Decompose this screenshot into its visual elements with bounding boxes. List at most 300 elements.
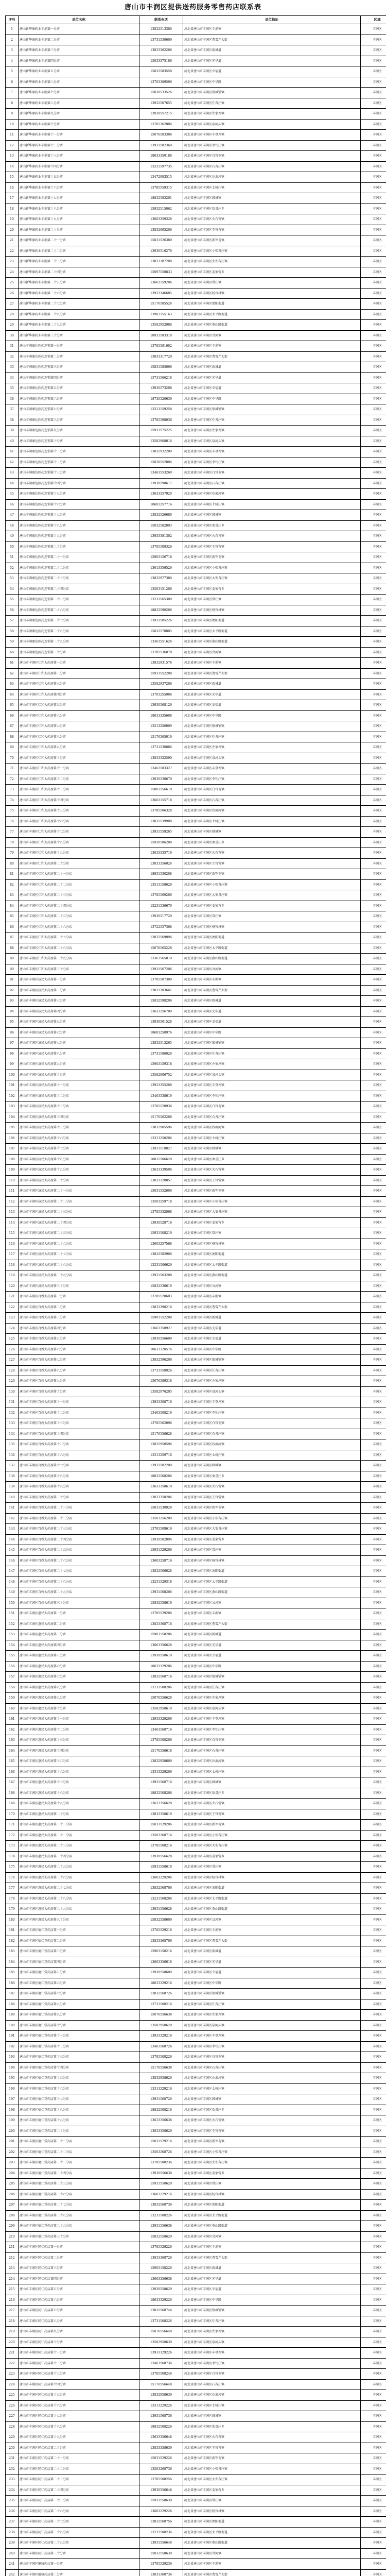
row-address: 河北省唐山市丰润区大安各庄镇 <box>183 2158 361 2168</box>
row-name: 唐山市丰润区仁和大药房第十六分店 <box>19 816 139 827</box>
row-area: 丰润区 <box>361 1355 386 1366</box>
table-row <box>6 1936 386 1946</box>
row-address: 河北省唐山市丰润区中华路 <box>183 710 361 721</box>
row-phone: 13833322590 <box>139 753 183 764</box>
row-phone: 13633257920 <box>139 489 183 500</box>
row-address: 河北省唐山市丰润区七树庄镇 <box>183 1133 361 1144</box>
row-area: 丰润区 <box>361 436 386 447</box>
row-area: 丰润区 <box>361 1936 386 1946</box>
row-area: 丰润区 <box>361 2496 386 2506</box>
row-area: 丰润区 <box>361 130 386 141</box>
row-name: 唐山市丰润区德仁堂药店第二十一分店 <box>19 2137 139 2147</box>
header-name: 单位名称 <box>19 16 139 24</box>
row-index: 225 <box>6 2390 19 2401</box>
row-address: 河北省唐山市丰润区小张各庄镇 <box>183 2464 361 2475</box>
row-phone: 13933308716 <box>139 1397 183 1408</box>
row-address: 河北省唐山市丰润区泉河头镇 <box>183 1386 361 1397</box>
row-name: 唐山市丰润区济民大药房第二十四分店 <box>19 1217 139 1228</box>
row-phone: 13313259716 <box>139 1450 183 1461</box>
row-phone: 15031530928 <box>139 1503 183 1514</box>
row-name: 唐山市丰润区惠民大药房第二十八分店 <box>19 1893 139 1904</box>
row-index: 230 <box>6 2443 19 2453</box>
table-row <box>6 1313 386 1324</box>
row-phone: 13931567206 <box>139 964 183 975</box>
table-row <box>6 2263 386 2274</box>
row-name: 唐山市丰润区同仁药店第二十四分店 <box>19 2485 139 2496</box>
row-area: 丰润区 <box>361 2348 386 2359</box>
row-phone: 13582968016 <box>139 436 183 447</box>
row-address: 河北省唐山市丰润区中华路 <box>183 1344 361 1355</box>
row-address: 河北省唐山市丰润区韩城镇 <box>183 193 361 204</box>
row-index: 136 <box>6 1450 19 1461</box>
row-phone: 13930501528 <box>139 1017 183 1028</box>
row-area: 丰润区 <box>361 1767 386 1777</box>
table-row <box>6 341 386 352</box>
row-name: 唐山市丰润区济民大药房第二十分店 <box>19 1175 139 1186</box>
row-phone: 13703255906 <box>139 689 183 700</box>
row-index: 91 <box>6 975 19 986</box>
row-address: 河北省唐山市丰润区白官屯镇 <box>183 1101 361 1112</box>
row-area: 丰润区 <box>361 1503 386 1514</box>
table-row <box>6 1820 386 1831</box>
row-index: 148 <box>6 1577 19 1587</box>
row-area: 丰润区 <box>361 1904 386 1915</box>
row-index: 108 <box>6 1154 19 1165</box>
table-row <box>6 2538 386 2549</box>
row-area: 丰润区 <box>361 1651 386 1662</box>
row-index: 210 <box>6 2231 19 2242</box>
row-area: 丰润区 <box>361 1661 386 1672</box>
row-area: 丰润区 <box>361 161 386 172</box>
header-area: 区域 <box>361 16 386 24</box>
row-name: 唐山市丰润区济民大药房第二分店 <box>19 985 139 996</box>
table-row <box>6 2358 386 2369</box>
row-name: 唐山丰润康达医药连锁第八分店 <box>19 415 139 426</box>
row-area: 丰润区 <box>361 806 386 817</box>
row-index: 63 <box>6 679 19 690</box>
row-address: 河北省唐山市丰润区杨官林镇 <box>183 2506 361 2517</box>
row-index: 116 <box>6 1239 19 1249</box>
row-name: 唐山市丰润区同仁药店第二十一分店 <box>19 2453 139 2464</box>
row-index: 26 <box>6 288 19 299</box>
table-row <box>6 2453 386 2464</box>
row-index: 104 <box>6 1112 19 1123</box>
table-row <box>6 225 386 235</box>
row-phone: 15033375186 <box>139 56 183 66</box>
row-index: 96 <box>6 1027 19 1038</box>
row-phone: 13731508206 <box>139 1682 183 1693</box>
row-name: 唐山市丰润区仁和大药房第二十六分店 <box>19 922 139 933</box>
row-index: 194 <box>6 2062 19 2073</box>
row-name: 唐山市丰润区惠民大药房第十分店 <box>19 1703 139 1714</box>
table-row <box>6 2062 386 2073</box>
row-index: 186 <box>6 1978 19 1989</box>
row-index: 196 <box>6 2083 19 2094</box>
table-row <box>6 2379 386 2390</box>
row-name: 唐山市丰润区惠民大药房第十一分店 <box>19 1714 139 1725</box>
row-phone: 13832506628 <box>139 1566 183 1577</box>
row-index: 199 <box>6 2115 19 2126</box>
row-phone: 13785508216 <box>139 1841 183 1852</box>
row-phone: 15176585526 <box>139 299 183 310</box>
row-phone: 13933329206 <box>139 1714 183 1725</box>
row-area: 丰润区 <box>361 2485 386 2496</box>
row-phone: 13231529318 <box>139 1577 183 1587</box>
row-phone: 15076503306 <box>139 130 183 141</box>
row-index: 107 <box>6 1144 19 1155</box>
table-row <box>6 2369 386 2380</box>
row-name: 唐山市丰润区百姓大药房第二十一分店 <box>19 1503 139 1514</box>
row-area: 丰润区 <box>361 1989 386 1999</box>
header-phone: 联系电话 <box>139 16 183 24</box>
row-area: 丰润区 <box>361 383 386 394</box>
row-name: 唐山市丰润区惠民大药房第二十七分店 <box>19 1883 139 1894</box>
table-row <box>6 626 386 637</box>
row-name: 唐山市丰润区同仁药店第二十五分店 <box>19 2496 139 2506</box>
row-name: 唐山新华康药业丰润第九分店 <box>19 109 139 120</box>
row-address: 河北省唐山市丰润区任各庄镇 <box>183 1048 361 1059</box>
table-row <box>6 1112 386 1123</box>
row-name: 唐山市丰润区仁和大药房第十八分店 <box>19 837 139 848</box>
table-row <box>6 1640 386 1651</box>
row-area: 丰润区 <box>361 1027 386 1038</box>
row-phone: 13463538619 <box>139 1091 183 1101</box>
row-address: 河北省唐山市丰润区曹雪芹大街 <box>183 2569 361 2576</box>
row-address: 河北省唐山市丰润区太平路街道 <box>183 626 361 637</box>
row-index: 7 <box>6 88 19 98</box>
row-phone: 18633329226 <box>139 2295 183 2306</box>
row-area: 丰润区 <box>361 1006 386 1017</box>
row-area: 丰润区 <box>361 869 386 880</box>
row-area: 丰润区 <box>361 151 386 162</box>
row-address: 河北省唐山市丰润区曹雪芹大街 <box>183 1302 361 1313</box>
row-phone: 13833387208 <box>139 257 183 267</box>
table-row <box>6 2348 386 2359</box>
row-index: 106 <box>6 1133 19 1144</box>
row-phone: 15832558639 <box>139 2548 183 2559</box>
row-area: 丰润区 <box>361 1408 386 1418</box>
row-address: 河北省唐山市丰润区幸福道 <box>183 700 361 711</box>
row-index: 206 <box>6 2189 19 2200</box>
row-name: 唐山市丰润区惠民大药房第三十分店 <box>19 1914 139 1925</box>
row-address: 河北省唐山市丰润区燕山路街道 <box>183 2221 361 2232</box>
table-row <box>6 1788 386 1799</box>
row-area: 丰润区 <box>361 1587 386 1598</box>
row-index: 163 <box>6 1735 19 1746</box>
row-phone: 13931585226 <box>139 616 183 626</box>
row-name: 唐山市丰润区惠民大药房第一分店 <box>19 1608 139 1619</box>
row-index: 12 <box>6 140 19 151</box>
row-area: 丰润区 <box>361 457 386 468</box>
row-phone: 13832568716 <box>139 1672 183 1683</box>
row-index: 222 <box>6 2358 19 2369</box>
row-index: 67 <box>6 721 19 732</box>
row-name: 唐山市丰润区济民大药房第十三分店 <box>19 1101 139 1112</box>
row-phone: 15931552208 <box>139 668 183 679</box>
row-phone: 13363551626 <box>139 637 183 648</box>
table-row <box>6 1946 386 1957</box>
row-area: 丰润区 <box>361 1851 386 1862</box>
row-name: 唐山市丰润区百姓大药房第二十九分店 <box>19 1587 139 1598</box>
row-address: 河北省唐山市丰润区新军屯镇 <box>183 869 361 880</box>
row-index: 56 <box>6 605 19 616</box>
row-address: 河北省唐山市丰润区杨官林镇 <box>183 1872 361 1883</box>
row-name: 唐山新华康药业丰润第十八分店 <box>19 204 139 214</box>
row-area: 丰润区 <box>361 2083 386 2094</box>
row-phone: 15931529206 <box>139 1545 183 1556</box>
row-area: 丰润区 <box>361 2020 386 2031</box>
row-name: 唐山市丰润区惠民大药房第十四分店 <box>19 1745 139 1756</box>
row-address: 河北省唐山市丰润区王官营镇 <box>183 1492 361 1503</box>
row-area: 丰润区 <box>361 394 386 404</box>
row-index: 141 <box>6 1503 19 1514</box>
row-index: 18 <box>6 204 19 214</box>
row-address: 河北省唐山市丰润区浭阳街道 <box>183 933 361 943</box>
row-area: 丰润区 <box>361 1144 386 1155</box>
table-row <box>6 1872 386 1883</box>
row-name: 唐山新华康药业丰润第十七分店 <box>19 193 139 204</box>
row-address: 河北省唐山市丰润区丰登坞镇 <box>183 2348 361 2359</box>
row-phone: 13663356618 <box>139 1957 183 1968</box>
row-phone: 18832590206 <box>139 605 183 616</box>
row-phone: 18633329206 <box>139 1661 183 1672</box>
row-name: 唐山市丰润区同仁药店第三分店 <box>19 2263 139 2274</box>
row-phone: 15832578805 <box>139 626 183 637</box>
row-index: 177 <box>6 1883 19 1894</box>
table-row <box>6 56 386 66</box>
row-phone: 13633356638 <box>139 2115 183 2126</box>
row-phone: 15903156718 <box>139 552 183 563</box>
row-phone: 15832558609 <box>139 1914 183 1925</box>
row-index: 223 <box>6 2369 19 2380</box>
table-row <box>6 2443 386 2453</box>
table-row <box>6 351 386 362</box>
table-row <box>6 1207 386 1218</box>
row-address: 河北省唐山市丰润区新城道 <box>183 1946 361 1957</box>
row-index: 113 <box>6 1207 19 1218</box>
table-row <box>6 2115 386 2126</box>
row-index: 101 <box>6 1080 19 1091</box>
table-row <box>6 1513 386 1524</box>
row-index: 114 <box>6 1217 19 1228</box>
row-index: 41 <box>6 447 19 457</box>
row-address: 河北省唐山市丰润区小张各庄镇 <box>183 1196 361 1207</box>
row-index: 76 <box>6 816 19 827</box>
row-phone: 13931568726 <box>139 2094 183 2105</box>
table-row <box>6 1925 386 1936</box>
row-index: 140 <box>6 1492 19 1503</box>
row-index: 127 <box>6 1355 19 1366</box>
row-area: 丰润区 <box>361 1703 386 1714</box>
pharmacy-table <box>5 15 386 2576</box>
row-index: 134 <box>6 1429 19 1439</box>
row-address: 河北省唐山市丰润区王官营镇 <box>183 2126 361 2137</box>
row-phone: 13313229206 <box>139 1767 183 1777</box>
row-name: 唐山市丰润区百姓大药房第十二分店 <box>19 1408 139 1418</box>
row-name: 唐山市丰润区仁和大药房第二十五分店 <box>19 911 139 922</box>
row-area: 丰润区 <box>361 573 386 584</box>
row-index: 73 <box>6 785 19 795</box>
row-address: 河北省唐山市丰润区丰登坞镇 <box>183 1714 361 1725</box>
row-area: 丰润区 <box>361 35 386 45</box>
row-name: 唐山丰润康达医药连锁第十六分店 <box>19 499 139 510</box>
row-area: 丰润区 <box>361 1154 386 1165</box>
row-area: 丰润区 <box>361 499 386 510</box>
table-row <box>6 1735 386 1746</box>
row-name: 唐山市丰润区仁和大药房第二十分店 <box>19 858 139 869</box>
row-area: 丰润区 <box>361 2379 386 2390</box>
row-phone: 13785529236 <box>139 2559 183 2570</box>
row-area: 丰润区 <box>361 2316 386 2327</box>
row-phone: 13785559315 <box>139 182 183 193</box>
row-phone: 13932507655 <box>139 98 183 109</box>
row-address: 河北省唐山市丰润区左家坞镇 <box>183 426 361 436</box>
table-row <box>6 320 386 331</box>
row-index: 159 <box>6 1693 19 1704</box>
row-area: 丰润区 <box>361 1841 386 1852</box>
row-phone: 13503268726 <box>139 2147 183 2158</box>
row-address: 河北省唐山市丰润区常庄镇 <box>183 1545 361 1556</box>
row-name: 唐山市丰润区德仁堂药店第六分店 <box>19 1978 139 1989</box>
row-area: 丰润区 <box>361 2168 386 2179</box>
row-address: 河北省唐山市丰润区任各庄镇 <box>183 415 361 426</box>
row-name: 唐山市丰润区仁和大药房第九分店 <box>19 742 139 753</box>
row-area: 丰润区 <box>361 1893 386 1904</box>
row-index: 211 <box>6 2242 19 2253</box>
row-name: 唐山市丰润区同仁药店第二十二分店 <box>19 2464 139 2475</box>
table-row <box>6 1281 386 1292</box>
table-row <box>6 267 386 278</box>
row-area: 丰润区 <box>361 1080 386 1091</box>
row-name: 唐山市丰润区德仁堂药店第二十四分店 <box>19 2168 139 2179</box>
row-area: 丰润区 <box>361 2337 386 2348</box>
row-area: 丰润区 <box>361 1313 386 1324</box>
row-index: 147 <box>6 1566 19 1577</box>
row-address: 河北省唐山市丰润区姜家营乡 <box>183 1851 361 1862</box>
table-row <box>6 1165 386 1176</box>
row-phone: 18832506629 <box>139 1154 183 1165</box>
row-phone: 13930556638 <box>139 2168 183 2179</box>
row-name: 唐山新华康药业丰润第二十八分店 <box>19 309 139 320</box>
row-phone: 13503268716 <box>139 1830 183 1841</box>
row-area: 丰润区 <box>361 541 386 552</box>
row-address: 河北省唐山市丰润区姜家营乡 <box>183 2485 361 2496</box>
row-phone: 18603257716 <box>139 499 183 510</box>
row-area: 丰润区 <box>361 468 386 479</box>
row-index: 36 <box>6 394 19 404</box>
row-phone: 13582958619 <box>139 1703 183 1714</box>
row-index: 145 <box>6 1545 19 1556</box>
row-address: 河北省唐山市丰润区韩城镇 <box>183 2094 361 2105</box>
table-row <box>6 1999 386 2010</box>
row-phone: 13832905596 <box>139 1123 183 1133</box>
table-row <box>6 827 386 838</box>
row-area: 丰润区 <box>361 1566 386 1577</box>
table-row <box>6 2221 386 2232</box>
row-name: 唐山市丰润区济民大药房第九分店 <box>19 1059 139 1070</box>
row-phone: 13313159258 <box>139 404 183 415</box>
row-area: 丰润区 <box>361 1439 386 1450</box>
table-row <box>6 1017 386 1028</box>
table-row <box>6 457 386 468</box>
table-row <box>6 658 386 669</box>
row-address: 河北省唐山市丰润区丰登坞镇 <box>183 2031 361 2042</box>
row-address: 河北省唐山市丰润区泉河头镇 <box>183 1703 361 1714</box>
row-phone: 13832568736 <box>139 2200 183 2211</box>
row-phone: 13833358629 <box>139 2126 183 2137</box>
row-index: 203 <box>6 2158 19 2168</box>
row-phone: 13930573208 <box>139 383 183 394</box>
row-address: 河北省唐山市丰润区中华路 <box>183 1661 361 1672</box>
row-index: 33 <box>6 362 19 373</box>
row-phone: 13833362206 <box>139 45 183 56</box>
row-index: 50 <box>6 541 19 552</box>
row-phone: 15803156619 <box>139 785 183 795</box>
row-area: 丰润区 <box>361 98 386 109</box>
row-address: 河北省唐山市丰润区燕山路街道 <box>183 1270 361 1281</box>
row-name: 唐山新华康药业丰润第十九分店 <box>19 214 139 225</box>
row-name: 唐山市丰润区惠民大药房第五分店 <box>19 1651 139 1662</box>
row-index: 143 <box>6 1524 19 1535</box>
row-area: 丰润区 <box>361 1292 386 1302</box>
row-address: 河北省唐山市丰润区韩城镇 <box>183 1144 361 1155</box>
row-index: 152 <box>6 1619 19 1630</box>
row-area: 丰润区 <box>361 1714 386 1725</box>
row-area: 丰润区 <box>361 2200 386 2211</box>
table-row <box>6 436 386 447</box>
row-phone: 13931556648 <box>139 2538 183 2549</box>
header-address: 单位地址 <box>183 16 361 24</box>
table-row <box>6 996 386 1007</box>
row-address: 河北省唐山市丰润区左家坞镇 <box>183 742 361 753</box>
row-name: 唐山市丰润区健康药店第一分店 <box>19 2559 139 2570</box>
row-phone: 13722557368 <box>139 922 183 933</box>
row-index: 69 <box>6 742 19 753</box>
row-name: 唐山市丰润区德仁堂药店第十四分店 <box>19 2062 139 2073</box>
row-name: 唐山新华康药业丰润第十六分店 <box>19 182 139 193</box>
row-name: 唐山新华康药业丰润第二十七分店 <box>19 299 139 310</box>
table-row <box>6 1672 386 1683</box>
row-address: 河北省唐山市丰润区曹雪芹大街 <box>183 351 361 362</box>
row-address: 河北省唐山市丰润区新城道 <box>183 996 361 1007</box>
row-area: 丰润区 <box>361 1450 386 1461</box>
row-address: 河北省唐山市丰润区韩城镇 <box>183 2411 361 2422</box>
row-address: 河北省唐山市丰润区曹雪芹大街 <box>183 1619 361 1630</box>
row-phone: 13785536078 <box>139 647 183 658</box>
row-phone: 13832950596 <box>139 1439 183 1450</box>
table-row <box>6 1344 386 1355</box>
table-row <box>6 1703 386 1714</box>
row-name: 唐山市丰润区百姓大药房第十三分店 <box>19 1418 139 1429</box>
table-row <box>6 1482 386 1493</box>
row-index: 31 <box>6 341 19 352</box>
row-phone: 15830533526 <box>139 88 183 98</box>
table-row <box>6 1101 386 1112</box>
row-name: 唐山新华康药业丰润第十分店 <box>19 119 139 130</box>
row-area: 丰润区 <box>361 2137 386 2147</box>
row-phone: 15032598206 <box>139 996 183 1007</box>
row-area: 丰润区 <box>361 2432 386 2443</box>
table-row <box>6 372 386 383</box>
row-phone: 13832513265 <box>139 1038 183 1049</box>
row-address: 河北省唐山市丰润区浭阳街道 <box>183 1566 361 1577</box>
row-address: 河北省唐山市丰润区大安各庄镇 <box>183 257 361 267</box>
row-area: 丰润区 <box>361 1091 386 1101</box>
row-index: 184 <box>6 1957 19 1968</box>
table-row <box>6 1978 386 1989</box>
row-area: 丰润区 <box>361 2295 386 2306</box>
table-row <box>6 943 386 954</box>
